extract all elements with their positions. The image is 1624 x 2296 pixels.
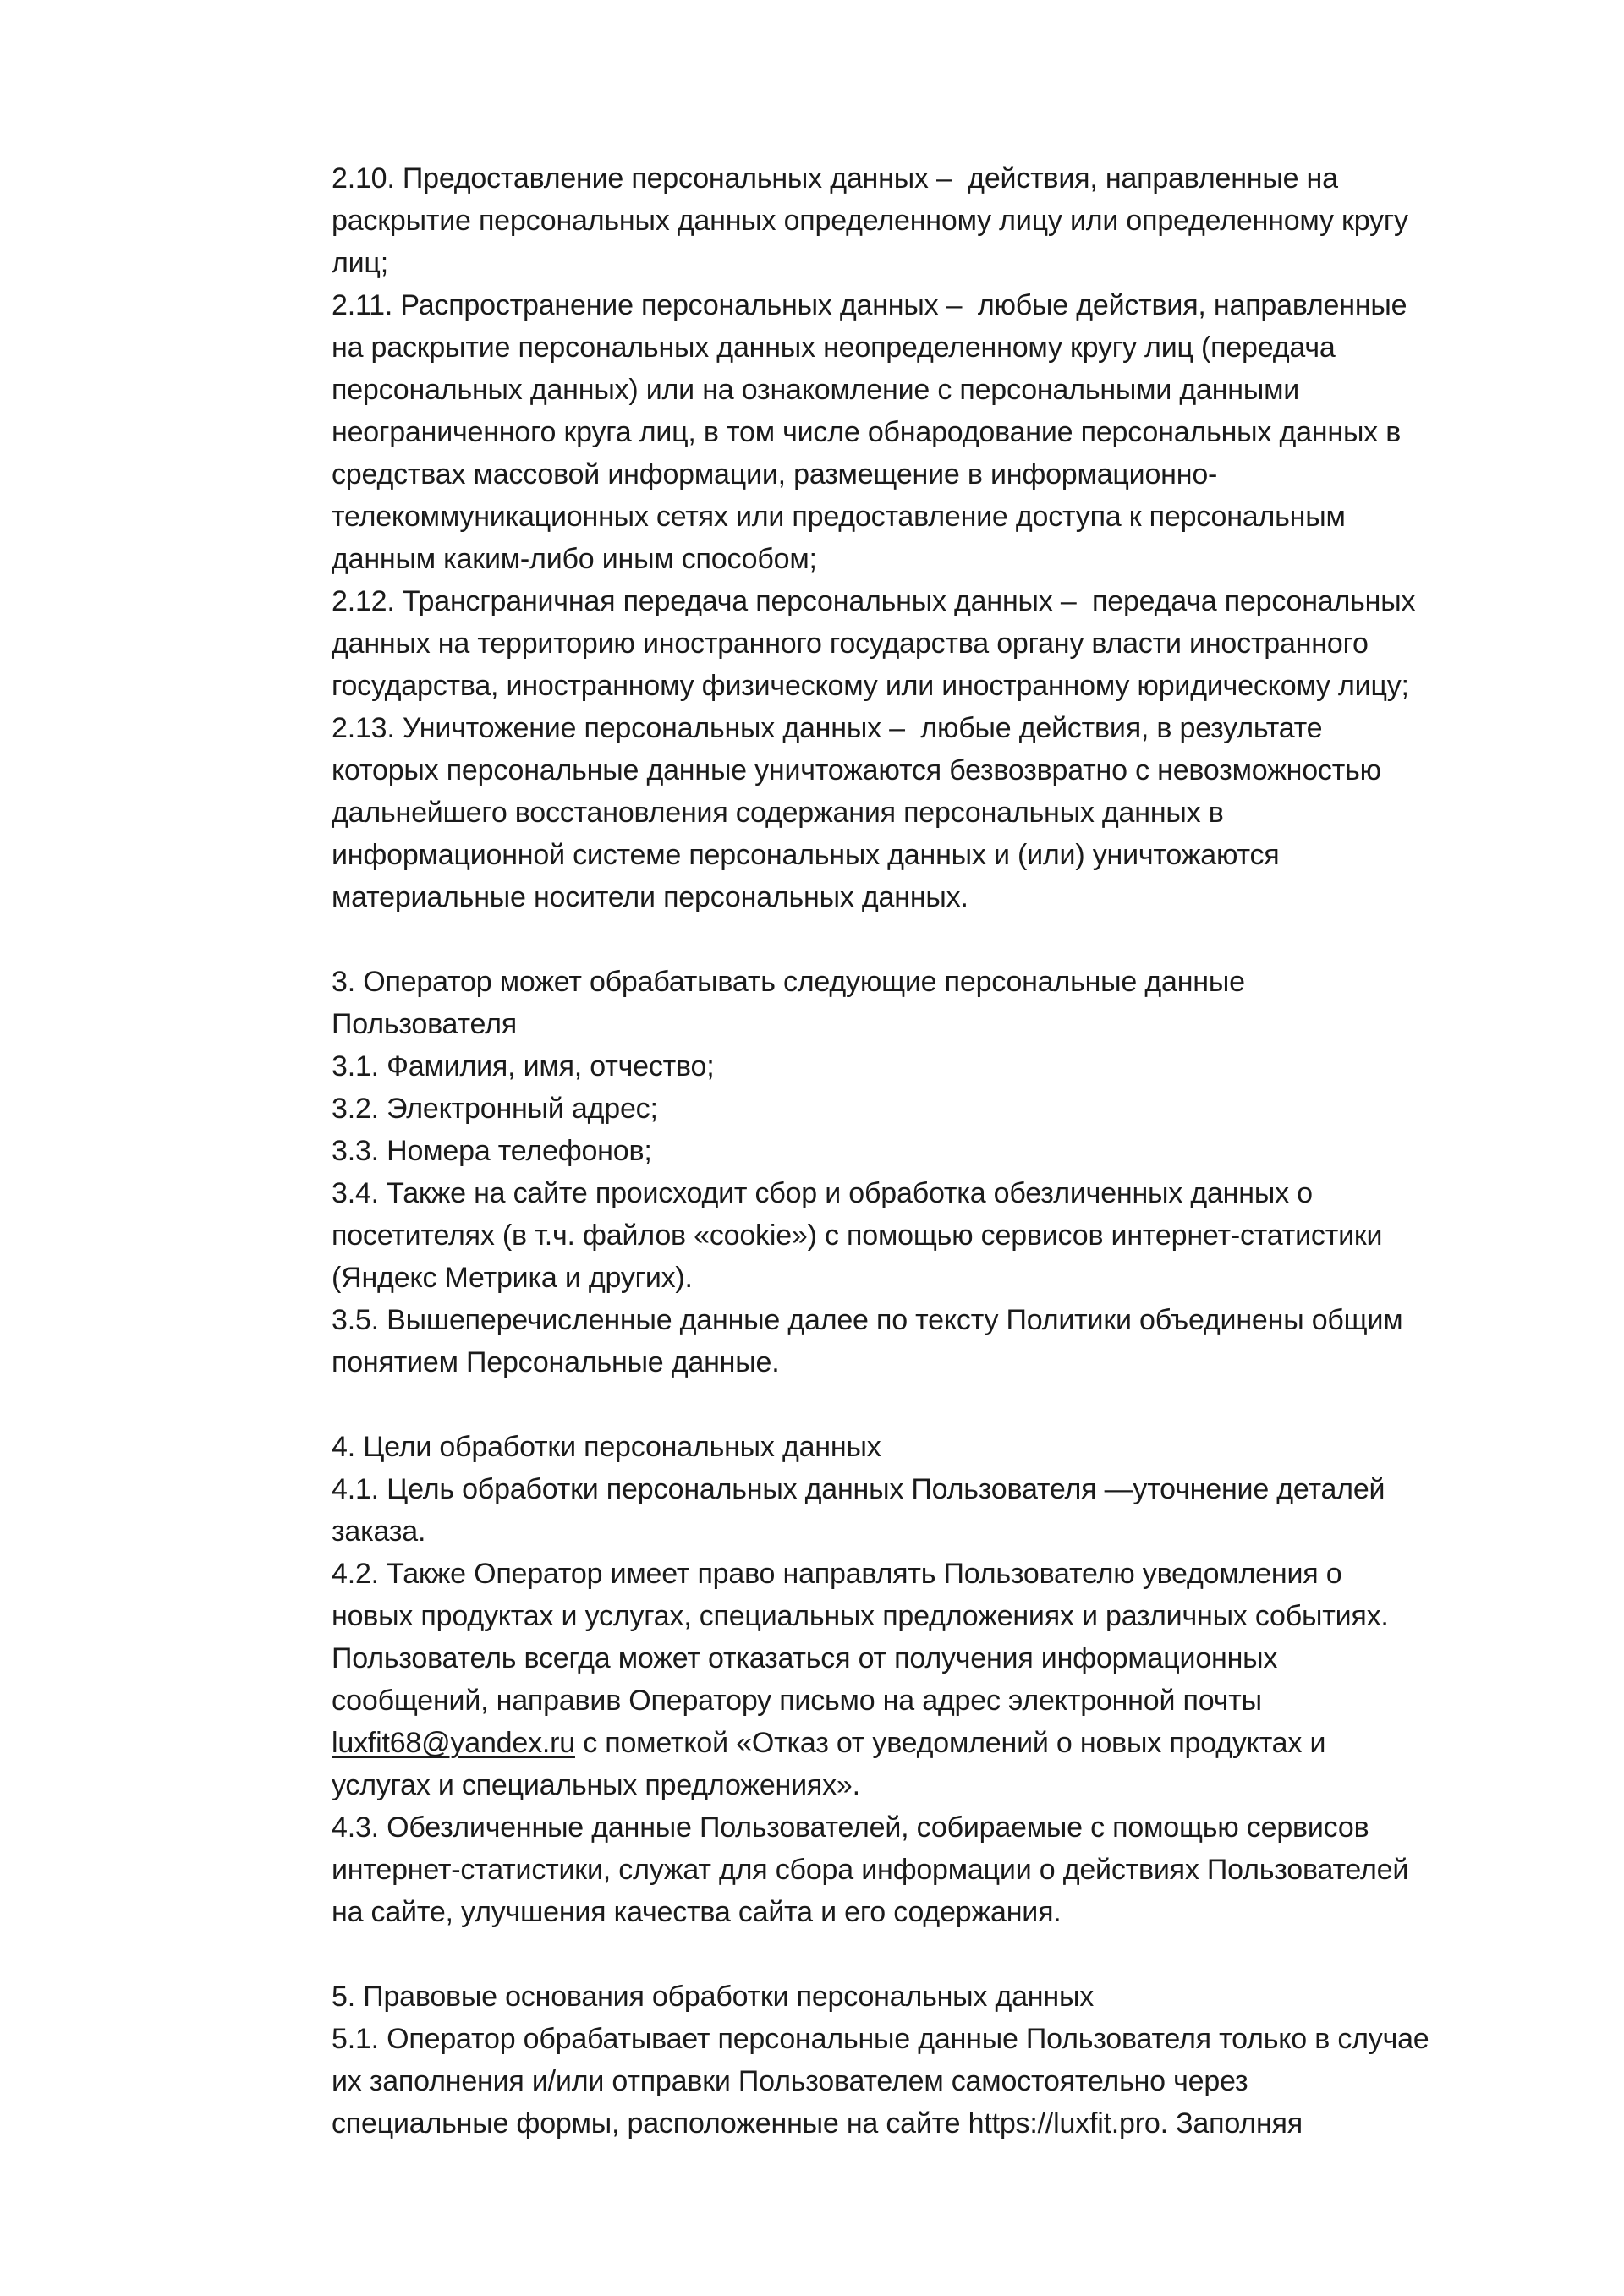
text-line: [332, 1764, 1550, 1806]
text-line: [332, 1806, 1550, 1849]
text-segment: данных на территорию иностранного государства органу власти иностранного: [332, 627, 1369, 660]
text-line: [332, 1468, 1550, 1510]
text-segment: государства, иностранному физическому или иностранному юридическому лицу;: [332, 670, 1409, 702]
text-segment: 5. Правовые основания обработки персональных данных: [332, 1981, 1094, 2013]
text-segment: неограниченного круга лиц, в том числе обнародование персональных данных в: [332, 416, 1402, 448]
text-line: [332, 792, 1550, 834]
text-segment: 4.2. Также Оператор имеет право направлять Пользователю уведомления о: [332, 1558, 1342, 1590]
text-segment: 3.2. Электронный адрес;: [332, 1093, 658, 1125]
text-line: [332, 284, 1550, 326]
text-line: [332, 2060, 1550, 2102]
text-line: [332, 834, 1550, 876]
text-segment: на сайте, улучшения качества сайта и его содержания.: [332, 1896, 1062, 1928]
text-segment: 3.4. Также на сайте происходит сбор и обработка обезличенных данных о: [332, 1177, 1313, 1209]
text-segment: с пометкой «Отказ от уведомлений о новых продуктах и: [574, 1727, 1326, 1759]
site-url-text: https://luxfit.pro: [968, 2107, 1160, 2140]
text-line: [332, 665, 1550, 707]
text-segment: услугах и специальных предложениях».: [332, 1769, 860, 1801]
text-line: [332, 369, 1550, 411]
text-line: [332, 1680, 1550, 1722]
text-line: [332, 1045, 1550, 1088]
text-segment: 2.13. Уничтожение персональных данных – любые действия, в результате: [332, 712, 1323, 744]
text-line: [332, 707, 1550, 749]
text-line: [332, 453, 1550, 496]
text-segment: новых продуктах и услугах, специальных предложениях и различных событиях.: [332, 1600, 1389, 1632]
text-line: [332, 622, 1550, 665]
text-segment: на раскрытие персональных данных неопределенному кругу лиц (передача: [332, 332, 1336, 364]
text-line: [332, 580, 1550, 622]
text-segment: лиц;: [332, 247, 388, 279]
text-line: [332, 1341, 1550, 1384]
text-line: [332, 876, 1550, 918]
text-segment: заказа.: [332, 1515, 426, 1548]
text-segment: 4. Цели обработки персональных данных: [332, 1431, 881, 1463]
blank-line: [332, 918, 1550, 961]
text-segment: сообщений, направив Оператору письмо на адрес электронной почты: [332, 1685, 1262, 1717]
blank-line: [332, 1933, 1550, 1975]
text-segment: дальнейшего восстановления содержания персональных данных в: [332, 797, 1224, 829]
text-line: [332, 749, 1550, 792]
text-segment: 5.1. Оператор обрабатывает персональные данные Пользователя только в случае: [332, 2023, 1429, 2055]
text-line: [332, 326, 1550, 369]
text-segment: Пользователя: [332, 1008, 517, 1040]
text-line: [332, 1891, 1550, 1933]
text-segment: 4.3. Обезличенные данные Пользователей, собираемые с помощью сервисов: [332, 1811, 1369, 1844]
text-line: [332, 1722, 1550, 1764]
text-segment: 2.10. Предоставление персональных данных – действия, направленные на: [332, 162, 1338, 195]
text-segment: Пользователь всегда может отказаться от получения информационных: [332, 1642, 1278, 1674]
text-line: [332, 1214, 1550, 1257]
text-line: [332, 1172, 1550, 1214]
text-segment: . Заполняя: [1160, 2107, 1303, 2140]
text-segment: 3.5. Вышеперечисленные данные далее по тексту Политики объединены общим: [332, 1304, 1403, 1336]
text-segment: материальные носители персональных данных.: [332, 881, 968, 913]
text-line: [332, 1426, 1550, 1468]
text-segment: которых персональные данные уничтожаются безвозвратно с невозможностью: [332, 754, 1381, 786]
text-segment: (Яндекс Метрика и других).: [332, 1262, 693, 1294]
text-line: [332, 496, 1550, 538]
text-line: [332, 1637, 1550, 1680]
text-line: [332, 200, 1550, 242]
text-segment: данным каким-либо иным способом;: [332, 543, 817, 575]
text-line: [332, 1088, 1550, 1130]
text-line: [332, 1510, 1550, 1553]
text-segment: 2.11. Распространение персональных данных – любые действия, направленные: [332, 289, 1407, 321]
text-line: [332, 157, 1550, 200]
blank-line: [332, 1384, 1550, 1426]
text-segment: 3. Оператор может обрабатывать следующие персональные данные: [332, 966, 1245, 998]
text-line: [332, 1553, 1550, 1595]
text-line: [332, 538, 1550, 580]
text-line: [332, 1003, 1550, 1045]
text-segment: 3.1. Фамилия, имя, отчество;: [332, 1050, 715, 1082]
text-line: [332, 1257, 1550, 1299]
text-line: [332, 242, 1550, 284]
text-segment: информационной системе персональных данных и (или) уничтожаются: [332, 839, 1280, 871]
text-line: [332, 1130, 1550, 1172]
text-segment: посетителях (в т.ч. файлов «cookie») с помощью сервисов интернет-статистики: [332, 1219, 1383, 1252]
text-line: [332, 411, 1550, 453]
policy-text-block: [332, 157, 1550, 2145]
text-segment: 3.3. Номера телефонов;: [332, 1135, 652, 1167]
text-line: [332, 1975, 1550, 2018]
text-segment: интернет-статистики, служат для сбора информации о действиях Пользователей: [332, 1854, 1409, 1886]
text-line: [332, 1299, 1550, 1341]
text-segment: средствах массовой информации, размещение в информационно-: [332, 458, 1218, 490]
text-segment: их заполнения и/или отправки Пользователем самостоятельно через: [332, 2065, 1248, 2097]
email-link[interactable]: luxfit68@yandex.ru: [332, 1727, 575, 1759]
text-segment: телекоммуникационных сетях или предоставление доступа к персональным: [332, 501, 1346, 533]
text-line: [332, 2102, 1550, 2145]
text-segment: раскрытие персональных данных определенному лицу или определенному кругу: [332, 205, 1408, 237]
text-segment: 4.1. Цель обработки персональных данных Пользователя —уточнение деталей: [332, 1473, 1385, 1505]
text-line: [332, 961, 1550, 1003]
text-segment: 2.12. Трансграничная передача персональных данных – передача персональных: [332, 585, 1416, 617]
text-segment: понятием Персональные данные.: [332, 1346, 780, 1378]
text-segment: персональных данных) или на ознакомление с персональными данными: [332, 374, 1300, 406]
text-segment: специальные формы, расположенные на сайте: [332, 2107, 968, 2140]
text-line: [332, 1595, 1550, 1637]
text-line: [332, 2018, 1550, 2060]
text-line: [332, 1849, 1550, 1891]
